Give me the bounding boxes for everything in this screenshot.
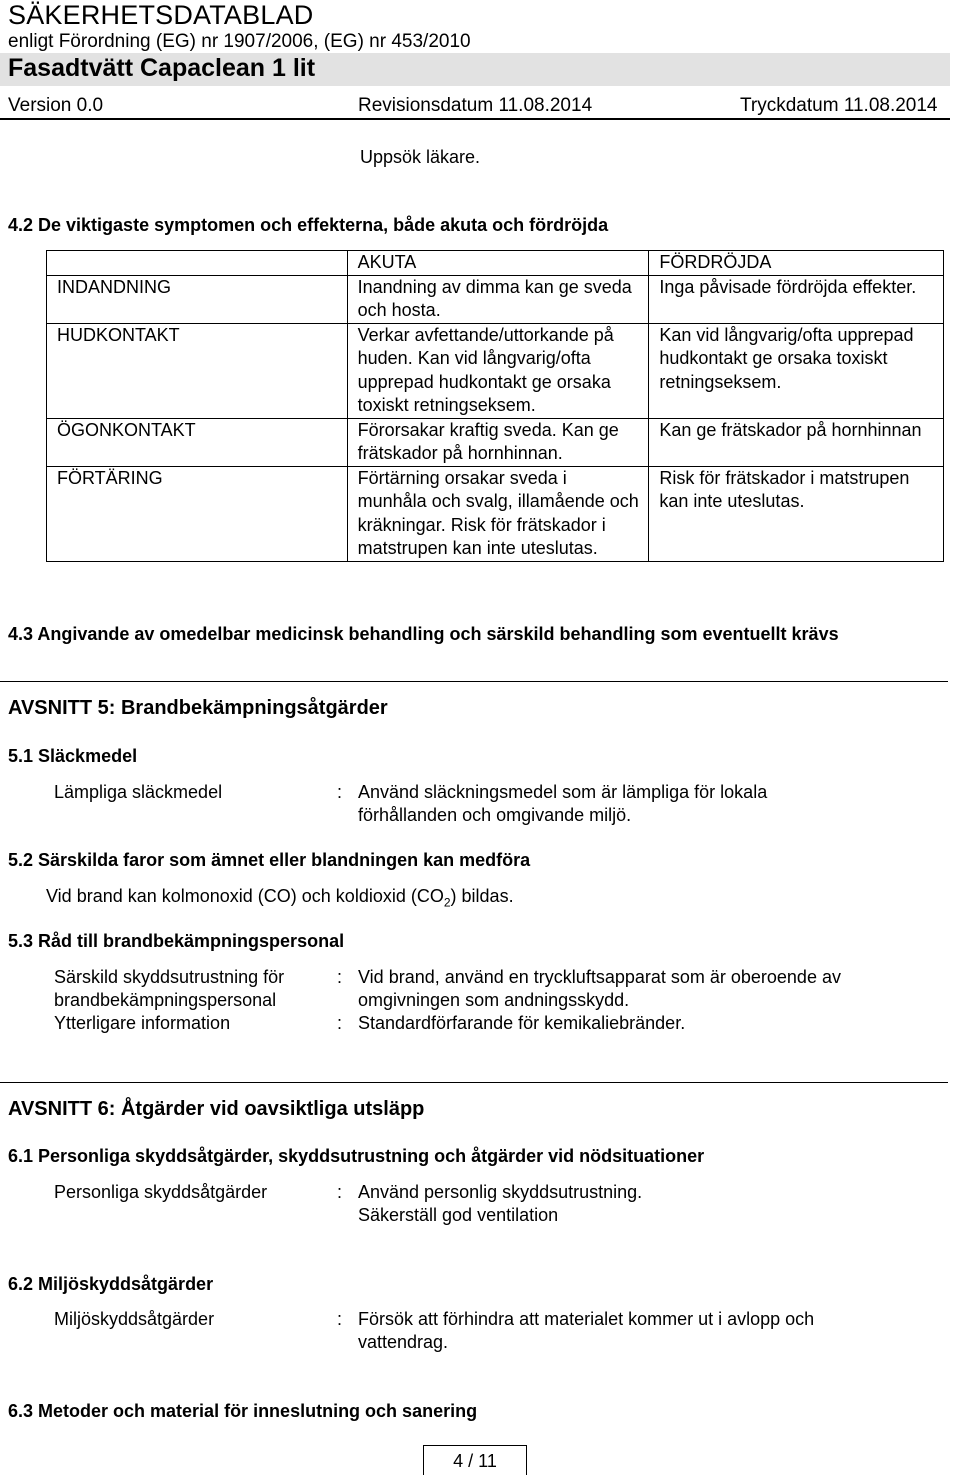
- heading-6-1: 6.1 Personliga skyddsåtgärder, skyddsutrustning och åtgärder vid nödsituationer: [8, 1146, 705, 1166]
- table-row: [47, 466, 944, 561]
- section-6-title: AVSNITT 6: Åtgärder vid oavsiktliga utsläpp: [8, 1098, 425, 1120]
- heading-6-2: 6.2 Miljöskyddsåtgärder: [8, 1274, 214, 1294]
- route-cell: ÖGONKONTAKT: [47, 418, 348, 466]
- suitable-media-value-line1: Använd släckningsmedel som är lämpliga för lokala: [358, 782, 768, 802]
- column-header-acute: AKUTA: [347, 251, 649, 276]
- heading-6-3: 6.3 Metoder och material för inneslutning och sanering: [8, 1401, 478, 1421]
- personal-protection-label: Personliga skyddsåtgärder: [54, 1182, 268, 1202]
- colon: :: [337, 1309, 343, 1329]
- header-divider: [0, 118, 950, 120]
- heading-4-3: 4.3 Angivande av omedelbar medicinsk behandling och särskild behandling som eventuellt krävs: [8, 624, 839, 644]
- suitable-media-label: Lämpliga släckmedel: [54, 782, 223, 802]
- colon: :: [337, 967, 343, 987]
- environmental-value-line2: vattendrag.: [358, 1332, 449, 1352]
- table-corner-cell: [47, 251, 348, 276]
- acute-cell: Förorsakar kraftig sveda. Kan ge frätskador på hornhinnan.: [347, 418, 649, 466]
- personal-protection-value-line2: Säkerställ god ventilation: [358, 1205, 559, 1225]
- colon: :: [337, 1013, 343, 1033]
- heading-5-3: 5.3 Råd till brandbekämpningspersonal: [8, 931, 345, 951]
- additional-info-label: Ytterligare information: [54, 1013, 231, 1033]
- route-cell: FÖRTÄRING: [47, 466, 348, 561]
- table-row: [47, 275, 944, 323]
- delayed-cell: Kan ge frätskador på hornhinnan: [649, 418, 944, 466]
- section-5-title: AVSNITT 5: Brandbekämpningsåtgärder: [8, 697, 388, 719]
- page-number: 4 / 11: [423, 1445, 527, 1475]
- consult-doctor-text: Uppsök läkare.: [360, 147, 481, 167]
- acute-cell: Förtärning orsakar sveda i munhåla och svalg, illamående och kräkningar. Risk för frätskador i matstrupen kan inte uteslutas.: [347, 466, 649, 561]
- ppe-value-line1: Vid brand, använd en tryckluftsapparat som är oberoende av: [358, 967, 841, 987]
- table-row: [47, 418, 944, 466]
- route-cell: INDANDNING: [47, 275, 348, 323]
- document-title: SÄKERHETSDATABLAD: [8, 0, 314, 30]
- colon: :: [337, 782, 343, 802]
- section-5-divider: [0, 681, 948, 682]
- product-name: Fasadtvätt Capaclean 1 lit: [8, 54, 316, 82]
- delayed-cell: Kan vid långvarig/ofta upprepad hudkontakt ge orsaka toxiskt retningseksem.: [649, 323, 944, 418]
- table-row: [47, 323, 944, 418]
- ppe-label-line1: Särskild skyddsutrustning för: [54, 967, 285, 987]
- environmental-value-line1: Försök att förhindra att materialet kommer ut i avlopp och: [358, 1309, 815, 1329]
- ppe-value-line2: omgivningen som andningsskydd.: [358, 990, 630, 1010]
- delayed-cell: Inga påvisade fördröjda effekter.: [649, 275, 944, 323]
- colon: :: [337, 1182, 343, 1202]
- table-header-row: [47, 251, 944, 276]
- fire-hazard-text: Vid brand kan kolmonoxid (CO) och koldioxid $(CO_2)$ bildas.: [46, 886, 514, 910]
- acute-cell: Inandning av dimma kan ge sveda och hosta.: [347, 275, 649, 323]
- version-label: Version 0.0: [8, 95, 104, 116]
- suitable-media-value-line2: förhållanden och omgivande miljö.: [358, 805, 632, 825]
- personal-protection-value-line1: Använd personlig skyddsutrustning.: [358, 1182, 643, 1202]
- section-6-divider: [0, 1082, 948, 1083]
- column-header-delayed: FÖRDRÖJDA: [649, 251, 944, 276]
- regulation-line: enligt Förordning (EG) nr 1907/2006, (EG) nr 453/2010: [8, 31, 471, 52]
- environmental-label: Miljöskyddsåtgärder: [54, 1309, 215, 1329]
- heading-4-2: 4.2 De viktigaste symptomen och effekterna, både akuta och fördröjda: [8, 215, 609, 235]
- acute-cell: Verkar avfettande/uttorkande på huden. Kan vid långvarig/ofta upprepad hudkontakt ge orsaka toxiskt retningseksem.: [347, 323, 649, 418]
- revision-date: Revisionsdatum 11.08.2014: [358, 95, 593, 116]
- ppe-label-line2: brandbekämpningspersonal: [54, 990, 277, 1010]
- heading-5-1: 5.1 Släckmedel: [8, 746, 138, 766]
- symptoms-table: [46, 250, 944, 562]
- print-date: Tryckdatum 11.08.2014: [740, 95, 938, 116]
- route-cell: HUDKONTAKT: [47, 323, 348, 418]
- additional-info-value: Standardförfarande för kemikaliebränder.: [358, 1013, 686, 1033]
- delayed-cell: Risk för frätskador i matstrupen kan inte uteslutas.: [649, 466, 944, 561]
- heading-5-2: 5.2 Särskilda faror som ämnet eller blandningen kan medföra: [8, 850, 531, 870]
